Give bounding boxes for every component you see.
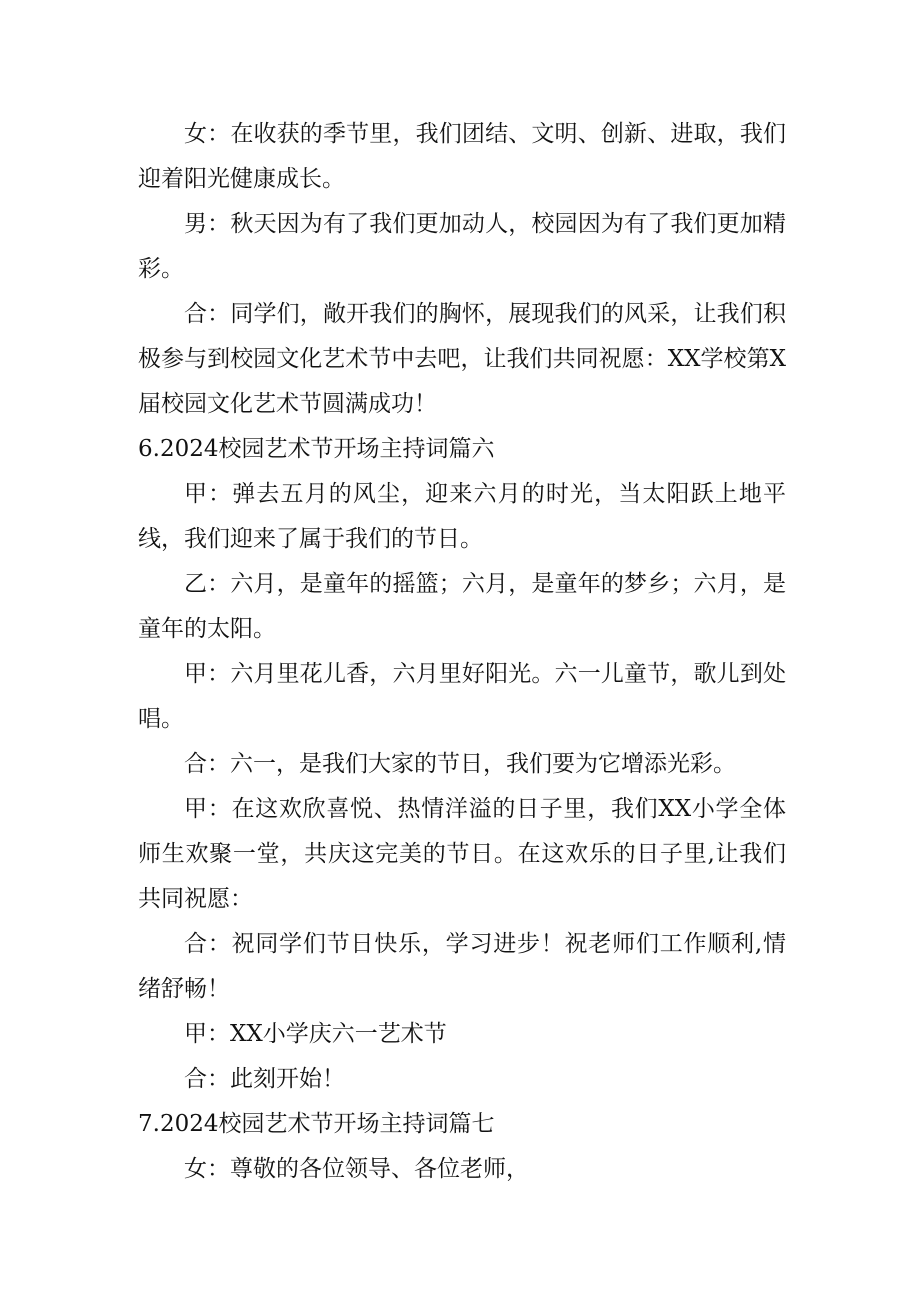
paragraph: 甲：XX小学庆六一艺术节	[184, 1021, 447, 1047]
paragraph: 合：此刻开始！	[184, 1066, 345, 1092]
section-heading: 6.2024校园艺术节开场主持词篇六	[138, 436, 495, 462]
paragraph: 男：秋天因为有了我们更加动人，校园因为有了我们更加精彩。	[138, 211, 786, 282]
document-body	[138, 112, 786, 1192]
paragraph: 合：同学们，敞开我们的胸怀，展现我们的风采，让我们积极参与到校园文化艺术节中去吧，让我们共同祝愿：XX学校第X届校园文化艺术节圆满成功！	[138, 301, 786, 417]
paragraph: 甲：在这欢欣喜悦、热情洋溢的日子里，我们XX小学全体师生欢聚一堂，共庆这完美的节日。在这欢乐的日子里,让我们共同祝愿：	[138, 796, 786, 912]
paragraph: 甲：六月里花儿香，六月里好阳光。六一儿童节，歌儿到处唱。	[138, 661, 786, 732]
paragraph: 乙：六月，是童年的摇篮；六月，是童年的梦乡；六月，是童年的太阳。	[138, 571, 786, 642]
paragraph: 合：祝同学们节日快乐，学习进步！祝老师们工作顺利,情绪舒畅！	[138, 931, 786, 1002]
section-heading: 7.2024校园艺术节开场主持词篇七	[138, 1111, 495, 1137]
paragraph: 甲：弹去五月的风尘，迎来六月的时光，当太阳跃上地平线，我们迎来了属于我们的节日。	[138, 481, 786, 552]
paragraph: 女：在收获的季节里，我们团结、文明、创新、进取，我们迎着阳光健康成长。	[138, 121, 786, 192]
paragraph: 合：六一，是我们大家的节日，我们要为它增添光彩。	[184, 751, 736, 777]
paragraph: 女：尊敬的各位领导、各位老师，	[184, 1156, 529, 1182]
